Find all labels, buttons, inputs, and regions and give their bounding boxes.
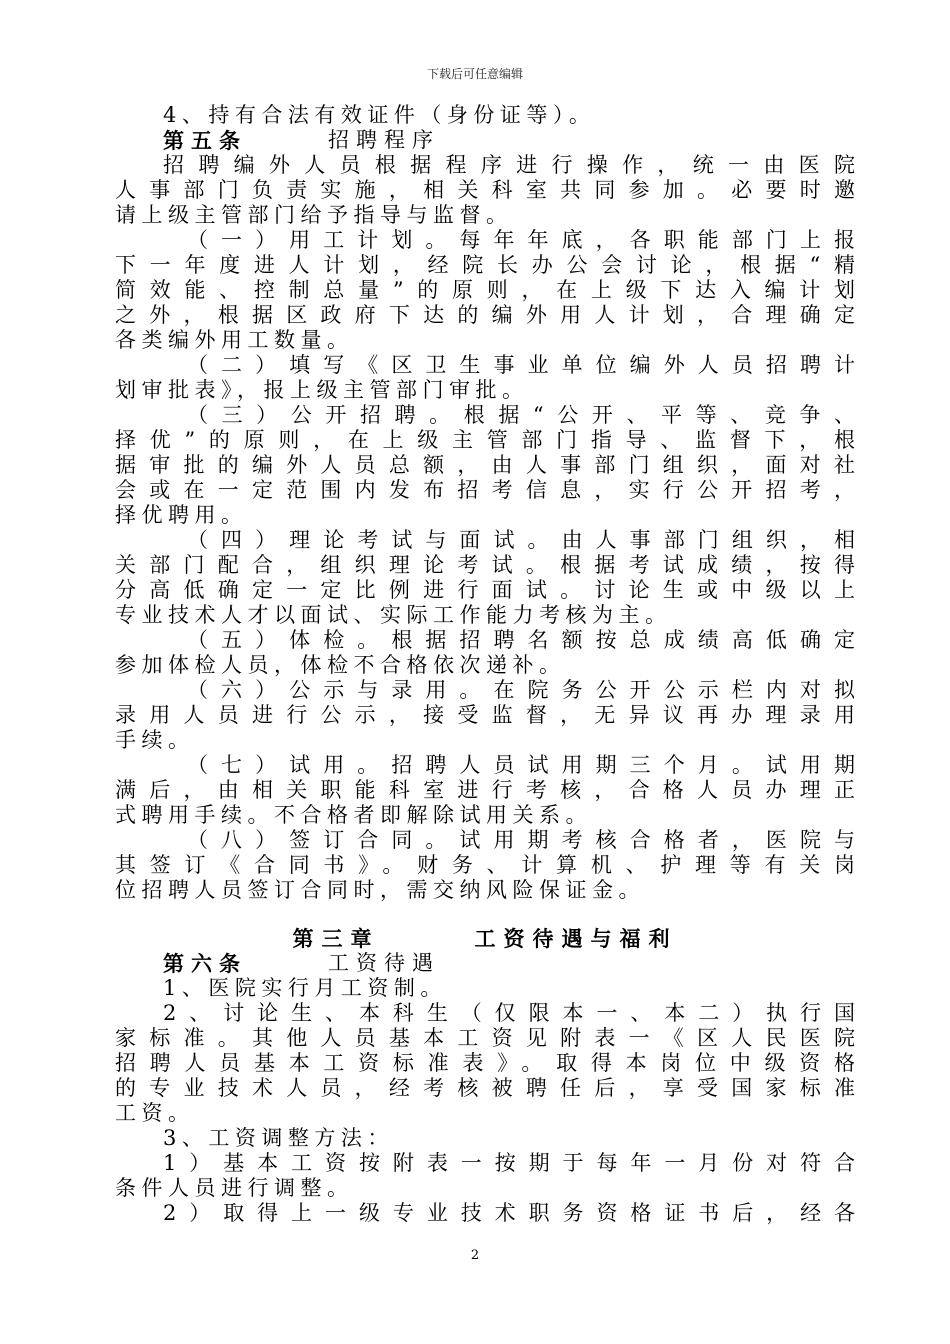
text-line: 划审批表》，报上级主管部门审批。 bbox=[115, 378, 529, 402]
text-line: （四）理论考试与面试。由人事部门组织，相 bbox=[187, 528, 855, 552]
document-body bbox=[115, 103, 855, 1226]
text-line: 招聘人员基本工资标准表》。取得本岗位中级资格 bbox=[115, 1051, 855, 1075]
article-number: 第六条 bbox=[163, 951, 247, 976]
text-line: （五）体检。根据招聘名额按总成绩高低确定 bbox=[187, 628, 855, 652]
paragraph bbox=[115, 1151, 855, 1201]
text-line: 式聘用手续。不合格者即解除试用关系。 bbox=[115, 803, 592, 827]
text-line: （二）填写《区卫生事业单位编外人员招聘计 bbox=[187, 353, 855, 377]
paragraph bbox=[115, 1126, 855, 1151]
text-line: （八）签订合同。试用期考核合格者，医院与 bbox=[187, 828, 855, 852]
text-line: 2）取得上一级专业技术职务资格证书后，经各 bbox=[163, 1201, 855, 1225]
chapter-title: 工资待遇与福利 bbox=[474, 926, 678, 951]
text-line: 请上级主管部门给予指导与监督。 bbox=[115, 203, 513, 227]
article-number: 第五条 bbox=[163, 128, 247, 153]
text-line: （六）公示与录用。在院务公开公示栏内对拟 bbox=[187, 678, 855, 702]
paragraph bbox=[115, 528, 855, 628]
text-line: 条件人员进行调整。 bbox=[115, 1176, 354, 1200]
paragraph bbox=[115, 103, 855, 128]
text-line: 手续。 bbox=[115, 728, 195, 752]
article-title: 招聘程序 bbox=[328, 128, 440, 152]
text-line: 分高低确定一定比例进行面试。讨论生或中级以上 bbox=[115, 578, 855, 602]
paragraph bbox=[115, 1001, 855, 1126]
text-line: 家标准。其他人员基本工资见附表一《区人民医院 bbox=[115, 1026, 855, 1050]
paragraph bbox=[115, 153, 855, 228]
paragraph bbox=[115, 403, 855, 528]
text-line: 录用人员进行公示，接受监督，无异议再办理录用 bbox=[115, 703, 855, 727]
text-line: 4、持有合法有效证件（身份证等）。 bbox=[163, 103, 596, 127]
text-line: 工资。 bbox=[115, 1101, 195, 1125]
paragraph bbox=[115, 976, 855, 1001]
paragraph bbox=[115, 228, 855, 353]
text-line: 其签订《合同书》。财务、计算机、护理等有关岗 bbox=[115, 853, 855, 877]
page-number: 2 bbox=[470, 1248, 480, 1263]
text-line: 3、工资调整方法： bbox=[163, 1126, 394, 1150]
paragraph bbox=[115, 353, 855, 403]
text-line: （一）用工计划。每年年底，各职能部门上报 bbox=[187, 228, 855, 252]
text-line: 会或在一定范围内发布招考信息，实行公开招考， bbox=[115, 478, 855, 502]
article-heading bbox=[115, 951, 855, 976]
text-line: 关部门配合，组织理论考试。根据考试成绩，按得 bbox=[115, 553, 855, 577]
paragraph bbox=[115, 753, 855, 828]
text-line: 据审批的编外人员总额，由人事部门组织，面对社 bbox=[115, 453, 855, 477]
paragraph bbox=[115, 1201, 855, 1226]
text-line: 各类编外用工数量。 bbox=[115, 328, 354, 352]
text-line: 的专业技术人员，经考核被聘任后，享受国家标准 bbox=[115, 1076, 855, 1100]
article-heading bbox=[115, 128, 855, 153]
text-line: （七）试用。招聘人员试用期三个月。试用期 bbox=[187, 753, 855, 777]
text-line: 2、讨论生、本科生（仅限本一、本二）执行国 bbox=[163, 1001, 855, 1025]
paragraph bbox=[115, 678, 855, 753]
text-line: 位招聘人员签订合同时，需交纳风险保证金。 bbox=[115, 878, 645, 902]
text-line: 招聘编外人员根据程序进行操作，统一由医院 bbox=[163, 153, 855, 177]
text-line: 人事部门负责实施，相关科室共同参加。必要时邀 bbox=[115, 178, 855, 202]
paragraph bbox=[115, 628, 855, 678]
text-line: 下一年度进人计划，经院长办公会讨论，根据“精 bbox=[115, 253, 855, 277]
chapter-number: 第三章 bbox=[292, 926, 380, 951]
text-line: 1、医院实行月工资制。 bbox=[163, 976, 447, 1000]
text-line: 择优聘用。 bbox=[115, 503, 248, 527]
text-line: 满后，由相关职能科室进行考核，合格人员办理正 bbox=[115, 778, 855, 802]
text-line: 择优”的原则，在上级主管部门指导、监督下，根 bbox=[115, 428, 855, 452]
chapter-heading bbox=[115, 926, 855, 951]
article-title: 工资待遇 bbox=[328, 951, 440, 975]
text-line: 参加体检人员，体检不合格依次递补。 bbox=[115, 653, 566, 677]
text-line: 专业技术人才以面试、实际工作能力考核为主。 bbox=[115, 603, 672, 627]
text-line: 之外，根据区政府下达的编外用人计划，合理确定 bbox=[115, 303, 855, 327]
text-line: 简效能、控制总量”的原则，在上级下达入编计划 bbox=[115, 278, 855, 302]
text-line: 1）基本工资按附表一按期于每年一月份对符合 bbox=[163, 1151, 855, 1175]
paragraph bbox=[115, 828, 855, 903]
page-header: 下载后可任意编辑 bbox=[426, 67, 523, 81]
text-line: （三）公开招聘。根据“公开、平等、竞争、 bbox=[187, 403, 855, 427]
